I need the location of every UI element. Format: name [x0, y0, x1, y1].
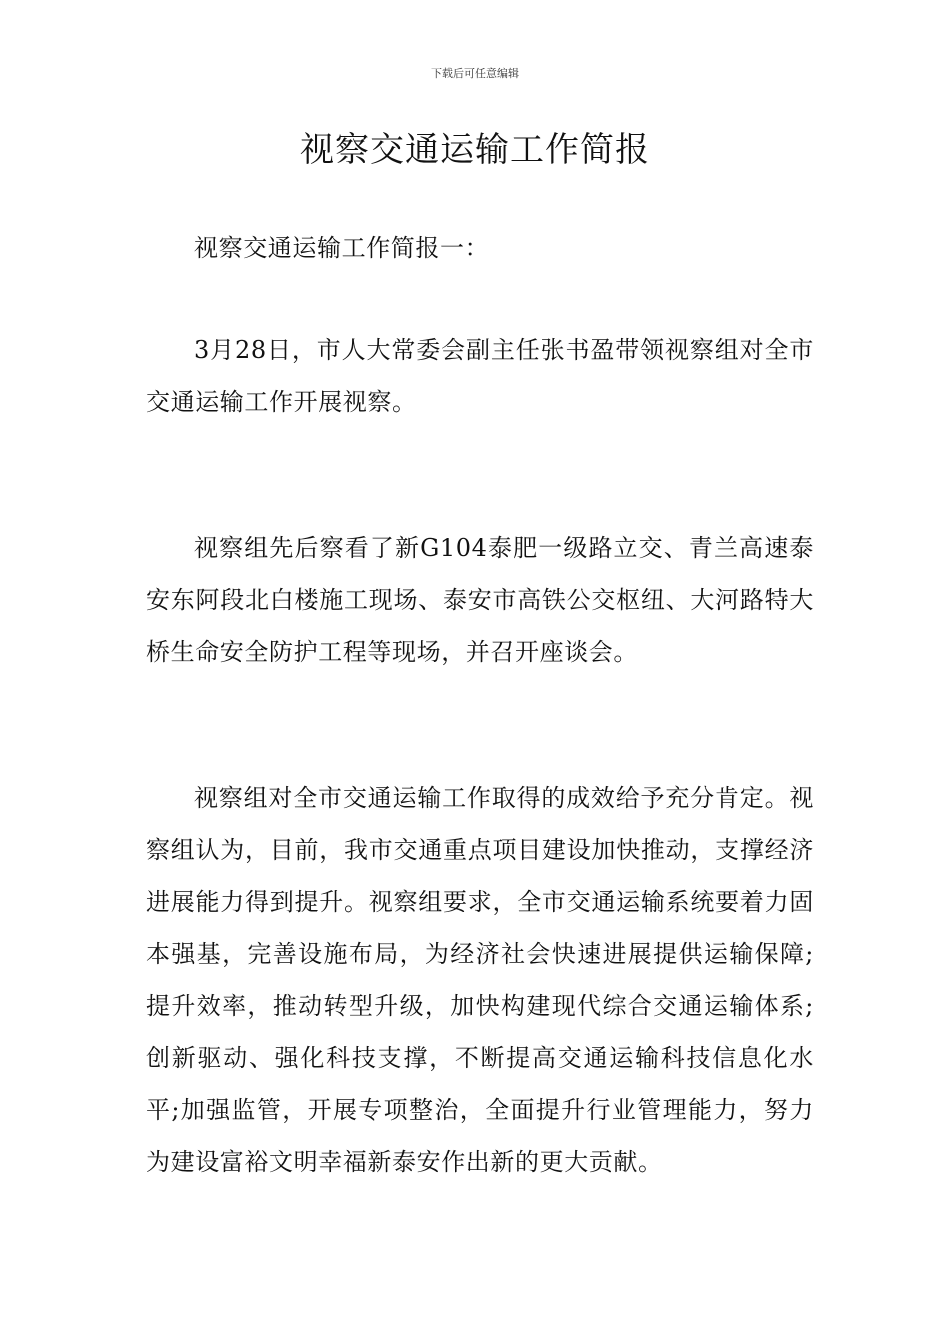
paragraph-4: 视察组对全市交通运输工作取得的成效给予充分肯定。视察组认为，目前，我市交通重点项目建设加快推动，支撑经济进展能力得到提升。视察组要求，全市交通运输系统要着力固本强基，完善设施布局，为经济社会快速进展提供运输保障;提升效率，推动转型升级，加快构建现代综合交通运输体系;创新驱动、强化科技支撑，不断提高交通运输科技信息化水平;加强监管，开展专项整治，全面提升行业管理能力，努力为建设富裕文明幸福新泰安作出新的更大贡献。 — [146, 784, 814, 1176]
paragraph-2: 3月28日，市人大常委会副主任张书盈带领视察组对全市交通运输工作开展视察。 — [146, 336, 814, 416]
paragraph-3: 视察组先后察看了新G104泰肥一级路立交、青兰高速泰安东阿段北白楼施工现场、泰安市高铁公交枢纽、大河路特大桥生命安全防护工程等现场，并召开座谈会。 — [146, 534, 814, 666]
header-note: 下载后可任意编辑 — [431, 67, 519, 80]
document-title: 视察交通运输工作简报 — [300, 130, 650, 170]
paragraph-1: 视察交通运输工作简报一： — [194, 234, 490, 262]
